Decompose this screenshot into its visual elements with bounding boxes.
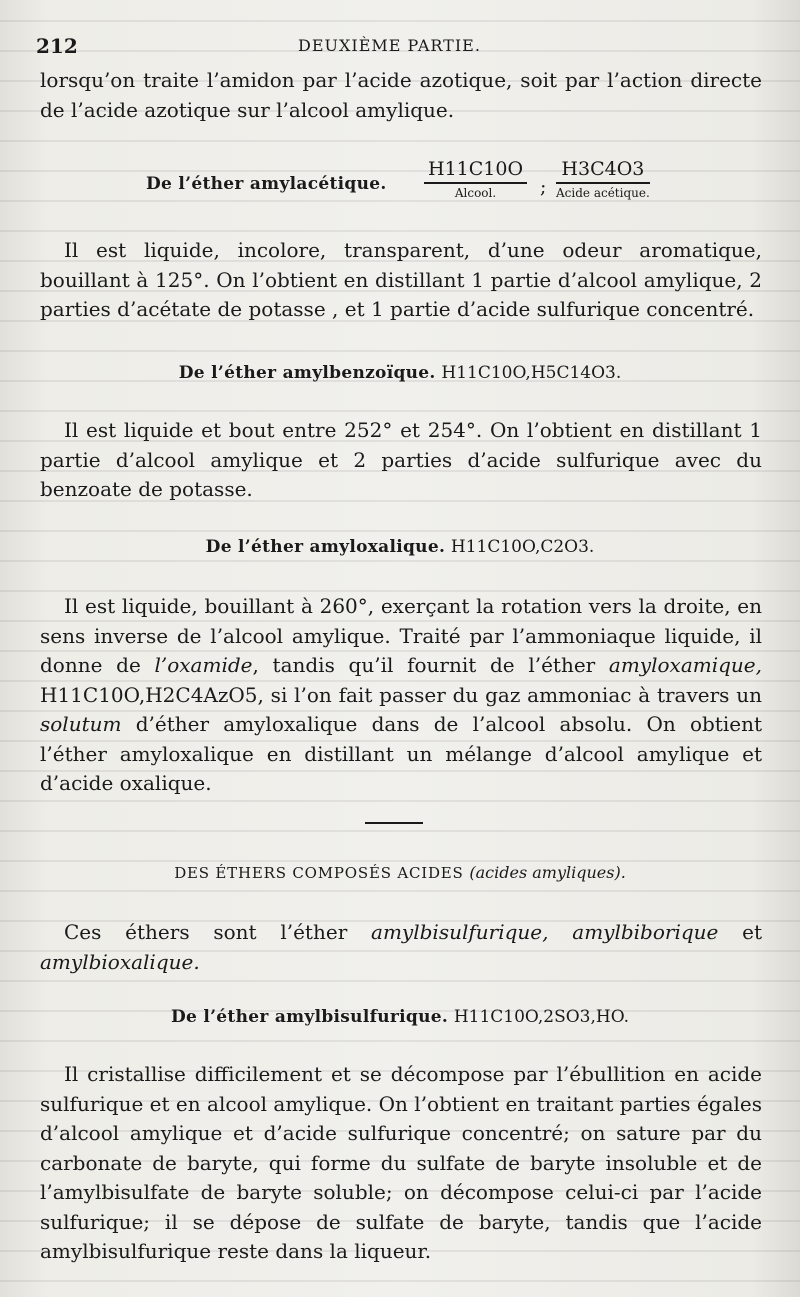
section-divider (365, 822, 423, 824)
heading-formula: H11C10O,H5C14O3. (441, 363, 622, 383)
paragraph-amylbenzoique: Il est liquide et bout entre 252° et 254°. On l’obtient en distillant 1 partie d’alcool amylique et 2 parties d’acide sulfurique avec du benzoate de potasse. (40, 418, 762, 501)
text-run: et (718, 920, 763, 944)
italic-term: l’oxamide (154, 653, 253, 677)
italic-term: amylbioxalique. (40, 949, 200, 974)
inline-formula: H11C10O,H2C4AzO5 (40, 682, 258, 707)
heading-amyloxalique (0, 536, 800, 557)
italic-term: amylbiborique (572, 920, 719, 944)
heading-formula: H11C10O,C2O3. (450, 537, 595, 557)
text-run: , si l’on fait passer du gaz ammoniac à travers un (257, 682, 762, 707)
formula-fraction-alcool (424, 158, 527, 200)
heading-label: De l’éther amylacétique. (146, 174, 387, 194)
heading-amylbenzoique (0, 362, 800, 383)
text-run: Ces éthers sont l’éther (64, 920, 372, 944)
heading-ethers-acides (0, 862, 800, 883)
text-run: Il est liquide, bouillant à 260°, exerçant la rotation vers la droite, en sens inverse de l’alcool amylique. Traité par l’ammoniaque liquide, il donne de (40, 594, 762, 677)
running-head: DEUXIÈME PARTIE. (298, 36, 481, 55)
section-subtitle: (acides amyliques). (469, 863, 626, 882)
formula-fraction-acide (556, 158, 650, 200)
fraction-numerator: H3C4O3 (556, 158, 650, 184)
paragraph-intro: lorsqu’on traite l’amidon par l’acide azotique, soit par l’action directe de l’acide azotique sur l’alcool amylique. (40, 68, 762, 122)
heading-formula: H11C10O,2SO3,HO. (453, 1007, 630, 1027)
heading-label: De l’éther amylbisulfurique. (170, 1007, 449, 1027)
italic-term: amylbisulfurique, (371, 920, 549, 944)
fraction-denominator: Acide acétique. (556, 186, 650, 200)
paragraph-amyloxalique (40, 592, 762, 799)
heading-label: De l’éther amylbenzoïque. (178, 363, 436, 383)
heading-amylbisulfurique (0, 1006, 800, 1027)
paragraph-ethers-list (40, 918, 762, 977)
page-header (36, 30, 760, 60)
text-run: , tandis qu’il fournit de l’éther (252, 653, 609, 677)
text-run: d’éther amyloxalique dans de l’alcool absolu. On obtient l’éther amyloxalique en distillant un mélange d’alcool amylique et d’acide oxalique. (40, 712, 762, 795)
italic-term: solutum (40, 712, 122, 736)
paragraph-amylbisulfurique: Il cristallise difficilement et se décompose par l’ébullition en acide sulfurique et en alcool amylique. On l’obtient en traitant parties égales d’alcool amylique et d’acide sulfurique concentré; on sature par du carbonate de baryte, qui forme du sulfate de baryte insoluble et de l’amylbisulfate de baryte soluble; on décompose celui-ci par l’acide sulfurique; il se dépose de sulfate de baryte, tandis que l’acide amylbisulfurique reste dans la liqueur. (40, 1062, 762, 1263)
paragraph-amylacetique: Il est liquide, incolore, transparent, d’une odeur aromatique, bouillant à 125°. On l’obtient en distillant 1 partie d’alcool amylique, 2 parties d’acétate de potasse , et 1 partie d’acide sulfurique concentré. (40, 238, 762, 321)
section-title: DES ÉTHERS COMPOSÉS ACIDES (174, 864, 464, 882)
fraction-numerator: H11C10O (424, 158, 527, 184)
formula-separator: ; (540, 176, 547, 198)
page-number: 212 (36, 34, 78, 58)
fraction-denominator: Alcool. (454, 186, 497, 200)
heading-label: De l’éther amyloxalique. (205, 537, 446, 557)
italic-term: amyloxamique, (608, 653, 762, 677)
